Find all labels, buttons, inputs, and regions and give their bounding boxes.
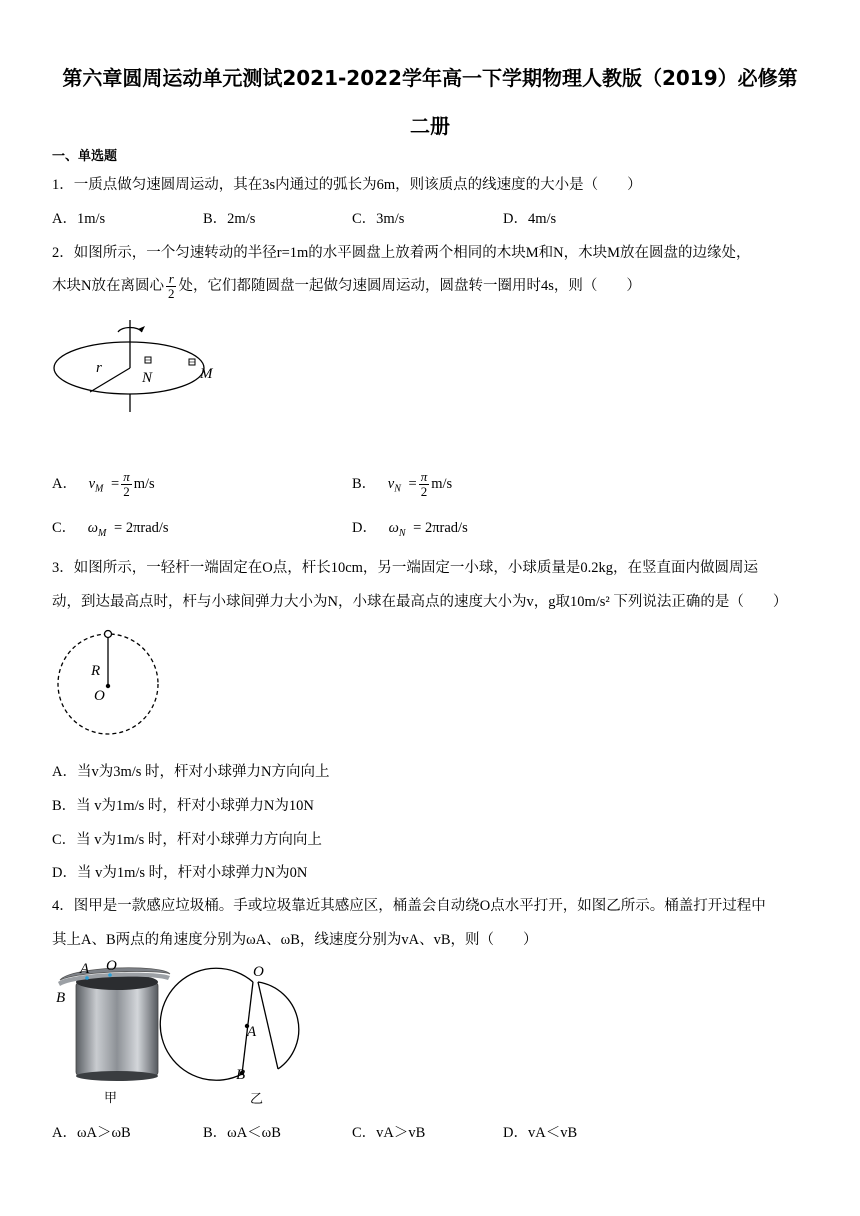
option-c-subscript: M (98, 527, 107, 539)
option-a-fraction (121, 470, 132, 499)
section-heading: 一、单选题 (52, 149, 118, 164)
q1-option-c[interactable]: C．3m/s (352, 211, 405, 227)
fraction-numerator: π (420, 469, 428, 484)
q2-option-a[interactable]: A． $v_M$ = $\frac{\pi}{2}$ m/s (52, 469, 155, 499)
label-o-center: O (94, 688, 105, 704)
option-b-subscript: N (394, 483, 401, 495)
q4-option-b[interactable]: B．ωA＜ωB (203, 1125, 281, 1141)
q2-stem-text-b: 处，它们都随圆盘一起做匀速圆周运动，圆盘转一圈用时4s，则（ ） (178, 277, 641, 294)
page-title-line-1: 第六章圆周运动单元测试2021-2022学年高一下学期物理人教版（2019）必修第 (62, 66, 798, 90)
option-d-subscript: N (398, 527, 406, 539)
label-yi: 乙 (250, 1092, 264, 1107)
option-d-variable: ω (388, 520, 399, 536)
option-a-variable: v (88, 475, 96, 492)
label-a-lid: A (247, 1024, 257, 1040)
q4-stem-line-1: 4．图甲是一款感应垃圾桶。手或垃圾靠近其感应区，桶盖会自动绕O点水平打开，如图乙所示。桶盖打开过程中 (52, 898, 766, 914)
option-d-prefix: D． (352, 520, 377, 536)
label-b-lid: B (236, 1067, 246, 1083)
fraction-denominator: 2 (420, 484, 428, 499)
q3-rod-circle-figure (52, 628, 172, 743)
option-c-value: = 2πrad/s (114, 520, 169, 536)
option-b-fraction (419, 470, 430, 499)
label-b-bin: B (56, 990, 66, 1006)
q1-stem: 1．一质点做匀速圆周运动，其在3s内通过的弧长为6m，则该质点的线速度的大小是（ ） (52, 177, 642, 193)
option-b-unit: m/s (431, 475, 453, 492)
q2-stem-line-1: 2．如图所示，一个匀速转动的半径r=1m的水平圆盘上放着两个相同的木块M和N，木块M放在圆盘的边缘处， (52, 245, 751, 261)
pivot-point-icon (106, 684, 110, 688)
q4-option-d[interactable]: D．vA＜vB (503, 1125, 578, 1141)
block-n-icon (145, 357, 151, 363)
option-b-variable: v (387, 475, 395, 492)
q4-stem-line-2: 其上A、B两点的角速度分别为ωA、ωB，线速度分别为vA、vB，则（ ） (52, 932, 538, 948)
option-c-variable: ω (87, 520, 99, 536)
option-a-prefix: A． (52, 475, 77, 492)
q3-option-b[interactable]: B．当 v为1m/s 时，杆对小球弹力N为10N (52, 798, 314, 814)
label-jia: 甲 (104, 1091, 118, 1106)
q2-option-d[interactable] (352, 516, 468, 539)
q4-trash-bin-figure (52, 958, 172, 1108)
q2-option-c[interactable] (52, 516, 169, 539)
option-d-value: = 2πrad/s (413, 520, 468, 536)
label-o-lid: O (253, 964, 264, 980)
q4-option-c[interactable]: C．vA＞vB (352, 1125, 426, 1141)
option-b-prefix: B． (352, 475, 377, 492)
q4-lid-diagram (195, 962, 325, 1112)
label-m: M (200, 366, 213, 382)
label-n: N (142, 370, 153, 386)
page-title-line-2: 二册 (410, 114, 450, 138)
option-c-prefix: C． (52, 520, 77, 536)
label-o-bin: O (106, 958, 117, 974)
ball-icon (105, 631, 112, 638)
q2-disk-figure (50, 318, 230, 418)
label-r-radius: R (91, 663, 101, 679)
q1-option-a[interactable]: A．1m/s (52, 211, 106, 227)
fraction-denominator: 2 (167, 286, 175, 301)
q2-stem-line-2 (52, 272, 641, 301)
q2-stem-text-a: 木块N放在离圆心 (52, 277, 164, 294)
q4-option-a[interactable]: A．ωA＞ωB (52, 1125, 131, 1141)
q2-fraction (166, 272, 177, 301)
q3-option-a[interactable]: A．当v为3m/s 时，杆对小球弹力N方向向上 (52, 764, 330, 780)
q3-stem-line-2: 动，到达最高点时，杆与小球间弹力大小为N，小球在最高点的速度大小为v，g取10m/s² 下列说法正确的是（ ） (52, 594, 788, 610)
q1-option-d[interactable]: D．4m/s (503, 211, 557, 227)
label-a-bin: A (80, 961, 90, 977)
fraction-denominator: 2 (123, 484, 130, 499)
fraction-numerator: r (166, 272, 177, 287)
trash-bin-icon (58, 968, 170, 1081)
q3-option-c[interactable]: C．当 v为1m/s 时，杆对小球弹力方向向上 (52, 832, 322, 848)
q2-option-b[interactable]: B． $v_N$ = $\frac{\pi}{2}$ m/s (352, 469, 453, 499)
fraction-numerator: π (123, 469, 130, 484)
block-m-icon (189, 359, 195, 365)
q1-option-b[interactable]: B．2m/s (203, 211, 256, 227)
option-a-unit: m/s (133, 475, 155, 492)
q3-option-d[interactable]: D．当 v为1m/s 时，杆对小球弹力N为0N (52, 865, 308, 881)
option-a-subscript: M (95, 483, 104, 495)
label-r: r (96, 360, 102, 376)
q3-stem-line-1: 3．如图所示，一轻杆一端固定在O点，杆长10cm，另一端固定一小球，小球质量是0.2kg，在竖直面内做圆周运 (52, 560, 759, 576)
